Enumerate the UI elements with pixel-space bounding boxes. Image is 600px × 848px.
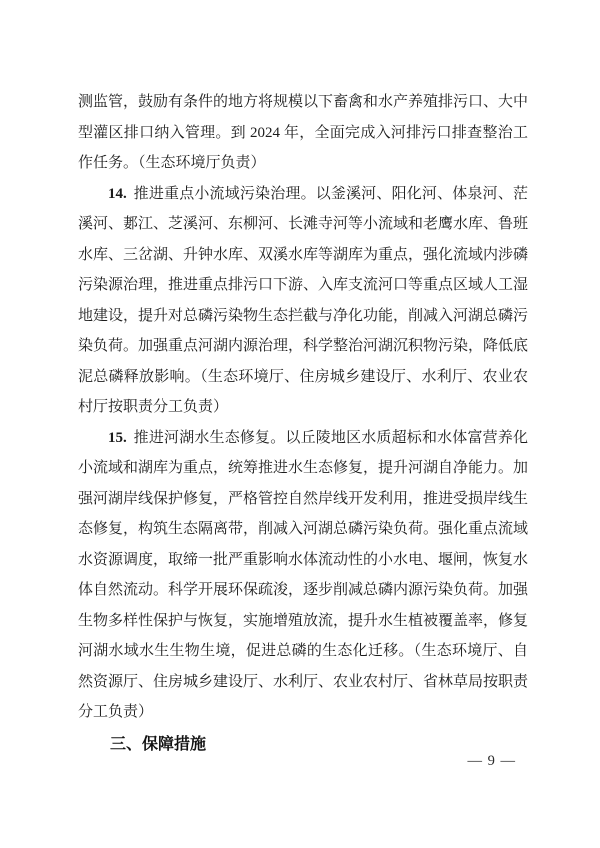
page-number: — 9 — [467, 753, 516, 769]
section-heading: 三、保障措施 [110, 735, 207, 753]
paragraph-item-14 [78, 179, 528, 423]
paragraph-text: 推进河湖水生态修复。以丘陵地区水质超标和水体富营养化小流域和湖库为重点，统筹推进水生态修复，提升河湖自净能力。加强河湖岸线保护修复，严格管控自然岸线开发利用，推进受损岸线生态修复，构筑生态隔离带，削减入河湖总磷污染负荷。强化重点流域水资源调度，取缔一批严重影响水体流动性的小水电、堰闸，恢复水体自然流动。科学开展环保疏浚，逐步削减总磷内源污染负荷。加强生物多样性保护与恢复，实施增殖放流，提升水生植被覆盖率，修复河湖水域水生生物生境，促进总磷的生态化迁移。（生态环境厅、自然资源厅、住房城乡建设厅、水利厅、农业农村厅、省林草局按职责分工负责） [78, 429, 529, 720]
paragraph-text: 推进重点小流域污染治理。以釜溪河、阳化河、体泉河、茫溪河、郪江、芝溪河、东柳河、长滩寺河等小流域和老鹰水库、鲁班水库、三岔湖、升钟水库、双溪水库等湖库为重点，强化流域内涉磷污染源治理，推进重点排污口下游、入库支流河口等重点区域人工湿地建设，提升对总磷污染物生态拦截与净化功能，削减入河湖总磷污染负荷。加强重点河湖内源治理，科学整治河湖沉积物污染，降低底泥总磷释放影响。（生态环境厅、住房城乡建设厅、水利厅、农业农村厅按职责分工负责） [78, 185, 529, 415]
document-body [78, 87, 528, 760]
paragraph-number: 14. [108, 185, 127, 202]
paragraph-text: 测监管，鼓励有条件的地方将规模以下畜禽和水产养殖排污口、大中型灌区排口纳入管理。到 2024 年，全面完成入河排污口排查整治工作任务。（生态环境厅负责） [78, 94, 529, 171]
paragraph-item-15 [78, 423, 528, 728]
paragraph-continuation [78, 87, 528, 179]
paragraph-number: 15. [108, 429, 127, 446]
